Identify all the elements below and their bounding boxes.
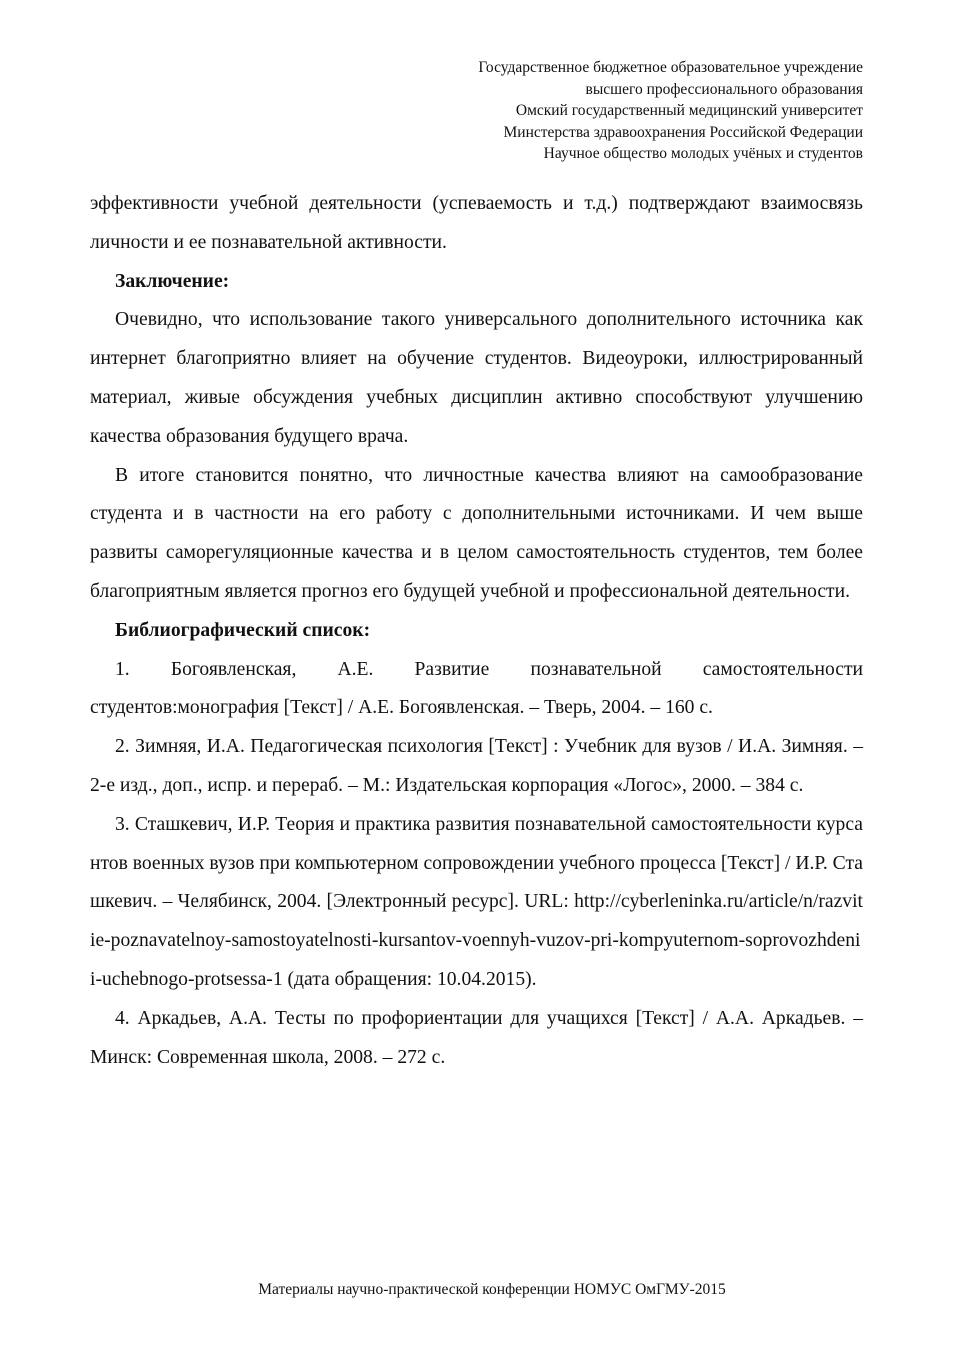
page-footer: Материалы научно-практической конференции НОМУС ОмГМУ-2015 [258, 1281, 726, 1298]
reference-item: 1. Богоявленская, А.Е. Развитие познавательной самостоятельности студентов:монография [Текст] / А.Е. Богоявленская. – Тверь, 2004. – 160 с. [90, 658, 863, 719]
conclusion-heading: Заключение: [115, 270, 230, 292]
reference-item: 2. Зимняя, И.А. Педагогическая психология [Текст] : Учебник для вузов / И.А. Зимняя. – 2-е изд., доп., испр. и перераб. – М.: Издательская корпорация «Логос», 2000. – 384 с. [90, 736, 863, 796]
header-line-society: Научное общество молодых учёных и студентов [543, 145, 863, 162]
header-line-institution: Государственное бюджетное образовательное учреждение [478, 59, 863, 76]
bibliography-heading: Библиографический список: [115, 619, 371, 641]
intro-paragraph: эффективности учебной деятельности (успеваемость и т.д.) подтверждают взаимосвязь личности и ее познавательной активности. [90, 193, 863, 253]
conclusion-paragraph: В итоге становится понятно, что личностные качества влияют на самообразование студента и в частности на его работу с дополнительными источниками. И чем выше развиты саморегуляционные качества и в целом самостоятельность студентов, тем более благоприятным является прогноз его будущей учебной и профессиональной деятельности. [90, 464, 863, 602]
conclusion-paragraph: Очевидно, что использование такого универсального дополнительного источника как интернет благоприятно влияет на обучение студентов. Видеоуроки, иллюстрированный материал, живые обсуждения учебных дисциплин активно способствуют улучшению качества образования будущего врача. [90, 309, 863, 447]
header-line-ministry: Минстерства здравоохранения Российской Федерации [503, 123, 863, 141]
reference-item: 4. Аркадьев, А.А. Тесты по профориентации для учащихся [Текст] / А.А. Аркадьев. – Минск: Современная школа, 2008. – 272 с. [90, 1007, 863, 1068]
header-line-university: Омский государственный медицинский университет [515, 102, 863, 119]
reference-item: 3. Сташкевич, И.Р. Теория и практика развития познавательной самостоятельности курсантов военных вузов при компьютерном сопровождении учебного процесса [Текст] / И.Р. Сташкевич. – Челябинск, 2004. [Электронный ресурс]. URL: http://cyberleninka.ru/article/n/razvitie-poznavatelnoy-samostoyatelnosti-kursantov-voennyh-vuzov-pri-kompyuternom-soprovozhdenii-uchebnogo-protsessa-1 (дата обращения: 10.04.2015). [90, 813, 863, 990]
header-line-education-level: высшего профессионального образования [585, 80, 863, 98]
main-content [90, 185, 863, 1077]
page-header [263, 57, 863, 165]
